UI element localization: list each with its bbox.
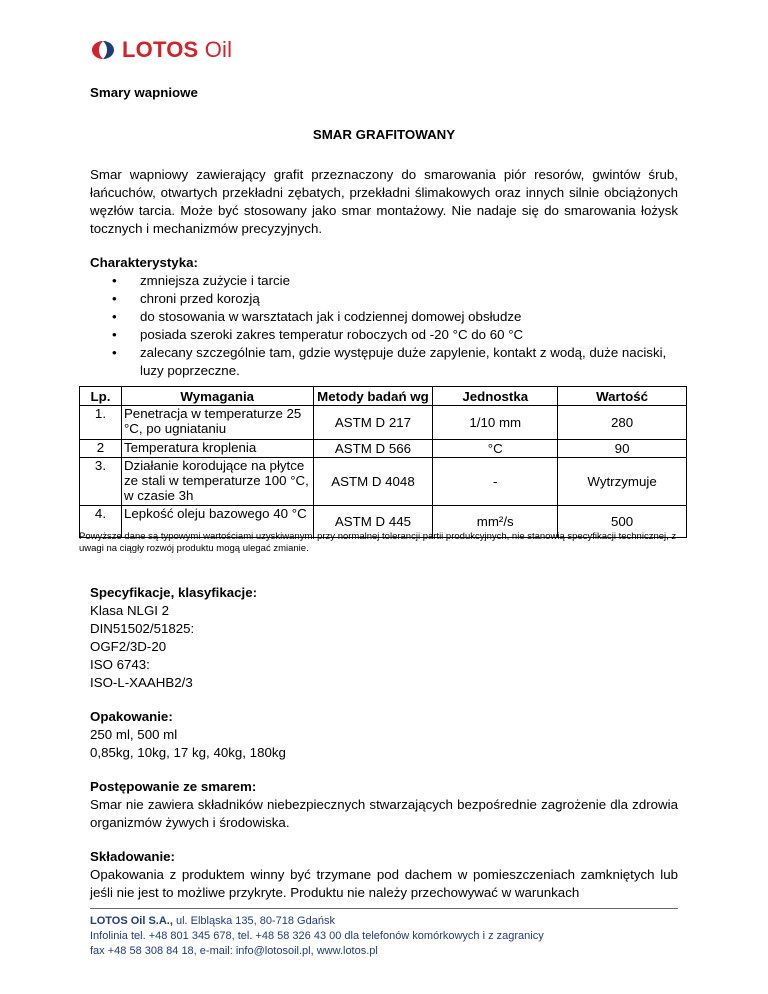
list-item: • posiada szeroki zakres temperatur roboczych od -20 °C do 60 °C <box>126 326 678 344</box>
cell-method: ASTM D 445 <box>313 506 433 538</box>
cell-requirement: Penetracja w temperaturze 25 °C, po ugniataniu <box>121 406 313 440</box>
footer-divider <box>90 908 678 909</box>
cell-unit: - <box>433 458 558 506</box>
properties-table <box>79 386 687 538</box>
table-row <box>80 458 687 506</box>
table-row <box>80 440 687 458</box>
list-item: • chroni przed korozją <box>126 290 678 308</box>
page-footer <box>90 914 678 959</box>
characteristics-heading: Charakterystyka: <box>90 255 198 270</box>
cell-value: 280 <box>558 406 687 440</box>
footer-contact-line: fax +48 58 308 84 18, e-mail: info@lotosoil.pl, www.lotos.pl <box>90 945 378 957</box>
document-body <box>90 84 678 380</box>
cell-method: ASTM D 4048 <box>313 458 433 506</box>
table-disclaimer: Powyższe dane są typowymi wartościami uzyskiwanymi przy normalnej tolerancji partii produkcyjnych, nie stanowią specyfikacji technicznej, z uwagi na ciągły rozwój produktu mogą ulegać zmianie. <box>79 531 677 554</box>
logo-brand: LOTOS <box>122 37 199 62</box>
cell-method: ASTM D 566 <box>313 440 433 458</box>
cell-value: Wytrzymuje <box>558 458 687 506</box>
spec-line: DIN51502/51825: <box>90 621 195 636</box>
packaging-heading: Opakowanie: <box>90 709 173 724</box>
product-title: SMAR GRAFITOWANY <box>312 127 456 142</box>
handling-section <box>90 778 678 832</box>
cell-requirement: Temperatura kroplenia <box>121 440 313 458</box>
storage-section <box>90 848 678 902</box>
column-header-unit: Jednostka <box>433 387 558 406</box>
table-row <box>80 406 687 440</box>
specifications-section <box>90 584 678 692</box>
logo-suffix: Oil <box>204 37 233 62</box>
cell-value: 500 <box>558 506 687 538</box>
cell-lp: 4. <box>80 506 122 538</box>
list-item: • do stosowania w warsztatach jak i codziennej domowej obsłudze <box>126 308 678 326</box>
column-header-requirements: Wymagania <box>121 387 313 406</box>
column-header-methods: Metody badań wg <box>313 387 433 406</box>
cell-unit: mm²/s <box>433 506 558 538</box>
storage-text: Opakowania z produktem winny być trzymane pod dachem w pomieszczeniach zamkniętych lub jeśli nie jest to możliwe przykryte. Produktu nie należy przechowywać w warunkach <box>90 867 678 900</box>
characteristics-section <box>90 254 678 380</box>
footer-address: ul. Elbląska 135, 80-718 Gdańsk <box>172 915 335 927</box>
lotos-oil-logo <box>90 38 232 62</box>
product-description: Smar wapniowy zawierający grafit przeznaczony do smarowania piór resorów, gwintów śrub, łańcuchów, otwartych przekładni zębatych, przekładni ślimakowych oraz innych silnie obciążonych węzłów tarcia. Może być stosowany jako smar montażowy. Nie nadaje się do smarowania łożysk tocznych i mechanizmów precyzyjnych. <box>90 167 678 236</box>
packaging-line: 0,85kg, 10kg, 17 kg, 40kg, 180kg <box>90 745 286 760</box>
cell-requirement: Działanie korodujące na płytce ze stali w temperaturze 100 °C, w czasie 3h <box>121 458 313 506</box>
column-header-lp: Lp. <box>80 387 122 406</box>
characteristics-list <box>90 272 678 380</box>
handling-heading: Postępowanie ze smarem: <box>90 779 257 794</box>
footer-address-line <box>90 914 678 929</box>
packaging-line: 250 ml, 500 ml <box>90 727 178 742</box>
cell-value: 90 <box>558 440 687 458</box>
list-item: • zalecany szczególnie tam, gdzie występuje duże zapylenie, kontakt z wodą, duże naciski, luzy poprzeczne. <box>126 344 678 380</box>
lotos-flower-icon <box>90 39 116 61</box>
list-item: • zmniejsza zużycie i tarcie <box>126 272 678 290</box>
storage-heading: Składowanie: <box>90 849 175 864</box>
cell-lp: 1. <box>80 406 122 440</box>
footer-phone-line: Infolinia tel. +48 801 345 678, tel. +48 58 326 43 00 dla telefonów komórkowych i z zagranicy <box>90 930 544 942</box>
cell-lp: 3. <box>80 458 122 506</box>
table-header-row <box>80 387 687 406</box>
product-category: Smary wapniowe <box>90 85 198 100</box>
spec-line: ISO 6743: <box>90 657 150 672</box>
spec-line: OGF2/3D-20 <box>90 639 167 654</box>
cell-unit: °C <box>433 440 558 458</box>
document-details <box>90 584 678 902</box>
handling-text: Smar nie zawiera składników niebezpiecznych stwarzających bezpośrednie zagrożenie dla zdrowia organizmów żywych i środowiska. <box>90 797 678 830</box>
cell-lp: 2 <box>80 440 122 458</box>
cell-requirement: Lepkość oleju bazowego 40 °C <box>121 506 313 538</box>
packaging-section <box>90 708 678 762</box>
logo-wordmark <box>122 38 232 62</box>
column-header-value: Wartość <box>558 387 687 406</box>
cell-unit: 1/10 mm <box>433 406 558 440</box>
footer-company: LOTOS Oil S.A., <box>90 915 173 927</box>
spec-line: Klasa NLGI 2 <box>90 603 170 618</box>
spec-line: ISO-L-XAAHB2/3 <box>90 675 193 690</box>
specifications-heading: Specyfikacje, klasyfikacje: <box>90 585 258 600</box>
cell-method: ASTM D 217 <box>313 406 433 440</box>
